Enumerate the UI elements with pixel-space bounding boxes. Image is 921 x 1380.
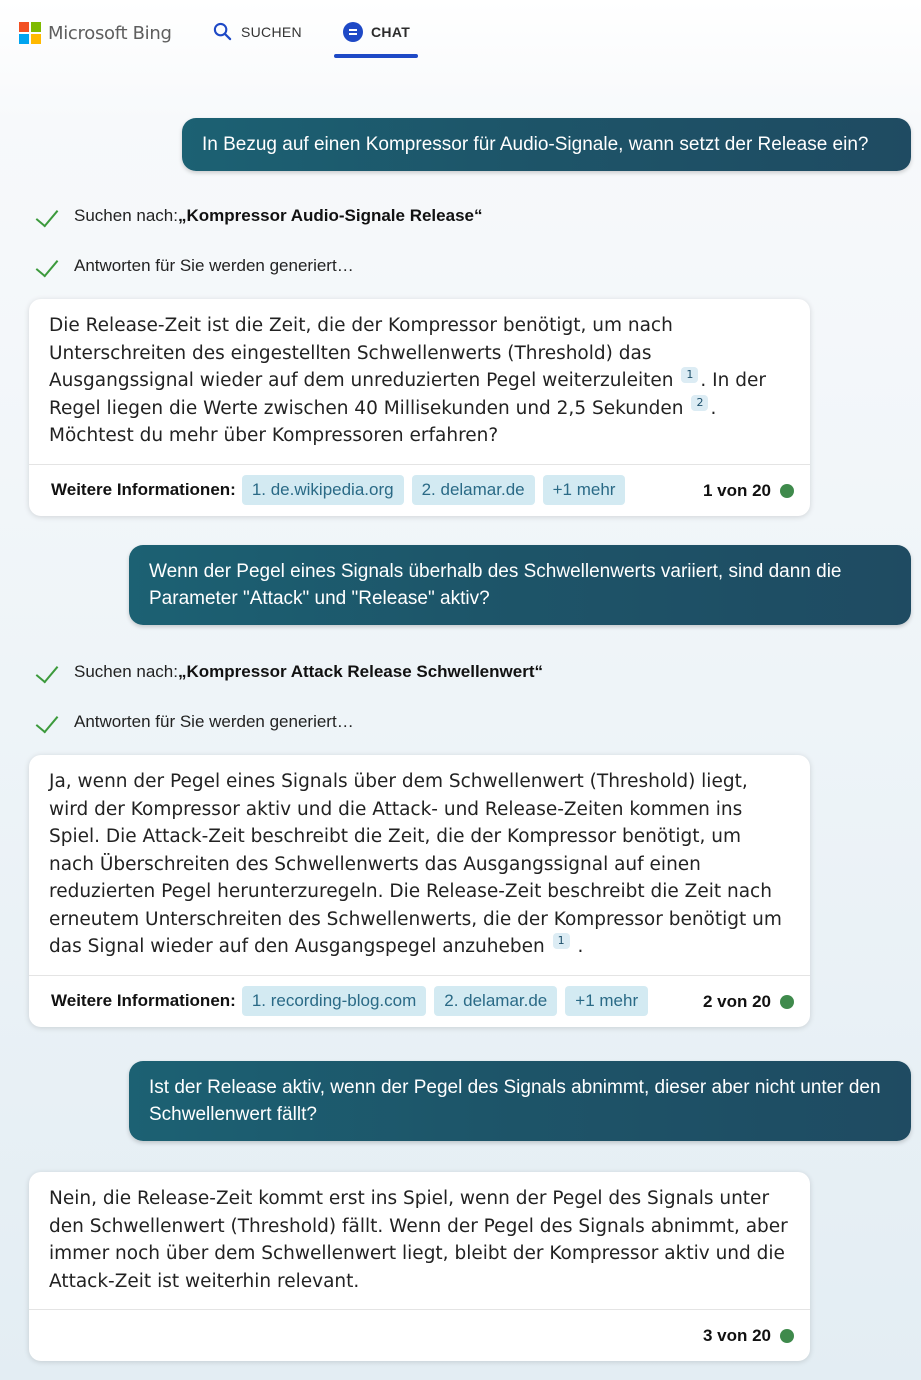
turn-counter-text: 1 von 20 [702,480,771,500]
bot-answer-text [29,755,810,975]
microsoft-logo-icon [19,22,41,44]
answer-text-segment: Ja, wenn der Pegel eines Signals über dem Schwellenwert (Threshold) liegt, wird der Kompressor aktiv und die Attack- und Release-Zeiten kommen ins Spiel. Die Attack-Zeit beschreibt die Zeit, die der Kompressor benötigt, um nach Überschreiten des Schwellenwerts das Ausgangssignal auf einen reduzierten Pegel herunterzuregeln. Die Release-Zeit beschreibt die Zeit nach erneutem Unterschreiten des Schwellenwerts, die der Kompressor benötigt um das Signal wieder auf den Ausgangspegel anzuheben [49,771,782,957]
user-message [182,118,911,171]
generating-text: Antworten für Sie werden generiert… [74,712,354,731]
active-tab-indicator [334,54,418,58]
more-sources-button[interactable]: +1 mehr [543,475,626,505]
status-dot-icon [780,1329,794,1343]
chat-icon [343,22,363,42]
bot-answer-text [29,299,810,464]
user-message-text: In Bezug auf einen Kompressor für Audio-Signale, wann setzt der Release ein? [202,134,869,155]
search-icon [213,22,232,41]
user-message [129,1061,911,1141]
search-status [33,206,482,226]
answer-text-segment: Die Release-Zeit ist die Zeit, die der Kompressor benötigt, um nach Unterschreiten des eingestellten Schwellenwerts (Threshold) das Ausgangssignal wieder auf dem unreduzierten Pegel weiterzuleiten [49,315,674,391]
more-info-label: Weitere Informationen: [51,480,236,499]
search-query: „Kompressor Attack Release Schwellenwert“ [177,662,543,681]
user-message-text: Wenn der Pegel eines Signals überhalb des Schwellenwerts variiert, sind dann die Parameter "Attack" und "Release" aktiv? [149,561,842,609]
user-message [129,545,911,625]
turn-counter [703,481,794,501]
turn-counter [703,1326,794,1346]
answer-footer [29,975,810,1027]
citation-marker[interactable]: 1 [553,933,570,949]
search-query: „Kompressor Audio-Signale Release“ [177,206,483,225]
bot-answer-text: Nein, die Release-Zeit kommt erst ins Spiel, wenn der Pegel des Signals unter den Schwellenwert (Threshold) fällt. Wenn der Pegel des Signals abnimmt, aber immer noch über dem Schwellenwert liegt, bleibt der Kompressor aktiv und die Attack-Zeit ist weiterhin relevant. [49,1188,788,1292]
status-dot-icon [780,484,794,498]
citation-marker[interactable]: 2 [691,395,708,411]
answer-text-segment: . In der Regel liegen die Werte zwischen 40 Millisekunden und 2,5 Sekunden [49,370,766,419]
source-link[interactable]: 1. recording-blog.com [242,986,426,1016]
turn-counter [703,992,794,1012]
checkmark-icon [33,257,61,275]
tab-search-label: SUCHEN [241,23,302,40]
checkmark-icon [33,713,61,731]
generating-status [33,712,354,732]
answer-footer [29,464,810,516]
generating-status [33,256,354,276]
status-dot-icon [780,995,794,1009]
top-bar [0,0,921,64]
bot-answer-card [29,299,810,516]
citation-marker[interactable]: 1 [681,367,698,383]
source-link[interactable]: 1. de.wikipedia.org [242,475,404,505]
checkmark-icon [33,663,61,681]
answer-text-segment: . [577,936,584,957]
more-sources-button[interactable]: +1 mehr [565,986,648,1016]
tab-chat[interactable] [343,22,410,42]
turn-counter-text: 3 von 20 [702,1326,771,1345]
answer-text-segment: . Möchtest du mehr über Kompressoren erfahren? [49,397,717,446]
search-status [33,662,543,682]
checkmark-icon [33,207,61,225]
source-link[interactable]: 2. delamar.de [412,475,535,505]
search-prefix: Suchen nach: [74,206,178,225]
bing-logo[interactable] [19,22,172,44]
search-prefix: Suchen nach: [74,662,178,681]
generating-text: Antworten für Sie werden generiert… [74,256,354,275]
brand-name: Microsoft Bing [48,22,172,44]
tab-search[interactable] [213,22,302,41]
tab-chat-label: CHAT [371,24,411,40]
answer-footer [29,1309,810,1361]
more-info-label: Weitere Informationen: [51,991,236,1010]
user-message-text: Ist der Release aktiv, wenn der Pegel des Signals abnimmt, dieser aber nicht unter den Schwellenwert fällt? [149,1077,881,1125]
source-link[interactable]: 2. delamar.de [434,986,557,1016]
bot-answer-card [29,1172,810,1361]
turn-counter-text: 2 von 20 [702,991,771,1011]
bot-answer-card [29,755,810,1027]
